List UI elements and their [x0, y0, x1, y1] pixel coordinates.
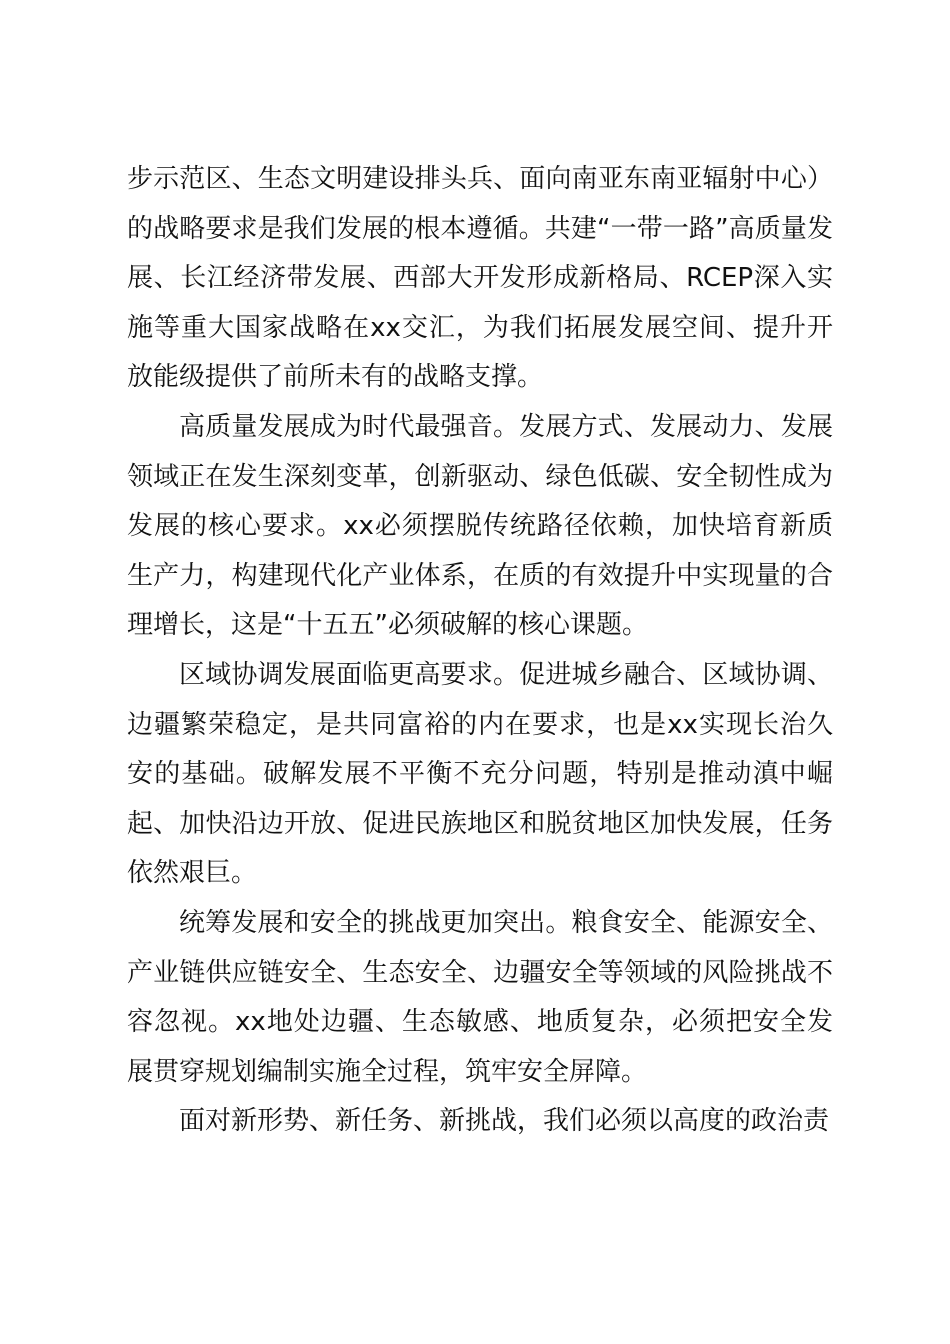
- body-text: [127, 155, 833, 1147]
- paragraph: 高质量发展成为时代最强音。发展方式、发展动力、发展领域正在发生深刻变革，创新驱动、绿色低碳、安全韧性成为发展的核心要求。xx必须摆脱传统路径依赖，加快培育新质生产力，构建现代化产业体系，在质的有效提升中实现量的合理增长，这是“十五五”必须破解的核心课题。: [127, 411, 833, 641]
- paragraph: 步示范区、生态文明建设排头兵、面向南亚东南亚辐射中心）的战略要求是我们发展的根本遵循。共建“一带一路”高质量发展、长江经济带发展、西部大开发形成新格局、RCEP深入实施等重大国家战略在xx交汇，为我们拓展发展空间、提升开放能级提供了前所未有的战略支撑。: [127, 164, 833, 393]
- paragraph: 统筹发展和安全的挑战更加突出。粮食安全、能源安全、产业链供应链安全、生态安全、边疆安全等领域的风险挑战不容忽视。xx地处边疆、生态敏感、地质复杂，必须把安全发展贯穿规划编制实施全过程，筑牢安全屏障。: [127, 907, 833, 1087]
- paragraph: 区域协调发展面临更高要求。促进城乡融合、区域协调、边疆繁荣稳定，是共同富裕的内在要求，也是xx实现长治久安的基础。破解发展不平衡不充分问题，特别是推动滇中崛起、加快沿边开放、促进民族地区和脱贫地区加快发展，任务依然艰巨。: [127, 659, 833, 889]
- paragraph: 面对新形势、新任务、新挑战，我们必须以高度的政治责: [179, 1106, 830, 1137]
